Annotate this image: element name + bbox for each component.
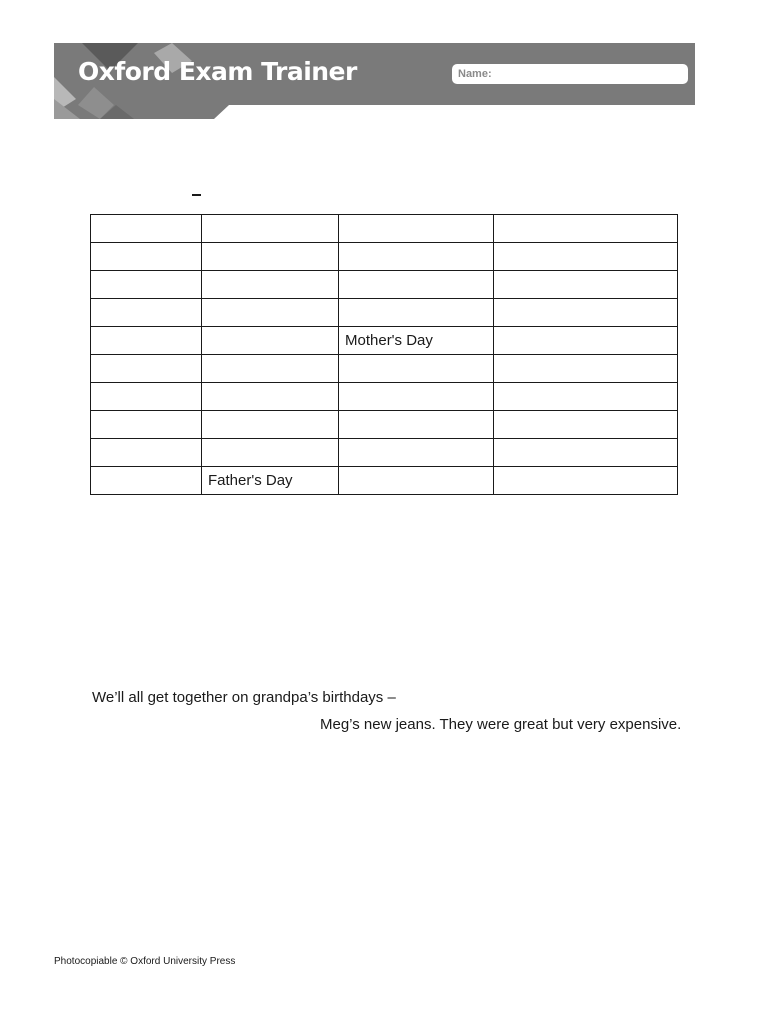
table-row — [91, 439, 678, 467]
brand-title: Oxford Exam Trainer — [78, 57, 357, 86]
table-row — [91, 243, 678, 271]
table-cell — [202, 215, 339, 243]
table-cell — [339, 383, 494, 411]
table-cell — [91, 411, 202, 439]
sentence-line-2: Meg’s new jeans. They were great but very expensive. — [320, 716, 682, 733]
table-cell — [339, 243, 494, 271]
table-cell — [339, 299, 494, 327]
table-cell — [91, 215, 202, 243]
table-cell — [494, 243, 678, 271]
dash-mark — [192, 194, 201, 196]
header-banner — [54, 43, 695, 119]
table-cell — [494, 215, 678, 243]
table-cell — [202, 271, 339, 299]
table-cell-text: Mother's Day — [345, 332, 433, 349]
table-cell — [91, 467, 202, 495]
table-cell — [202, 383, 339, 411]
table-cell — [494, 383, 678, 411]
table-row — [91, 215, 678, 243]
table-cell — [202, 467, 339, 495]
table-cell-text: Father's Day — [208, 472, 293, 489]
table-cell — [91, 271, 202, 299]
table-cell — [202, 411, 339, 439]
table-cell — [202, 243, 339, 271]
calendar-table-body — [91, 215, 678, 495]
table-cell — [494, 439, 678, 467]
table-cell — [339, 467, 494, 495]
table-cell — [91, 439, 202, 467]
calendar-table — [90, 214, 678, 495]
table-cell — [339, 271, 494, 299]
table-row — [91, 299, 678, 327]
table-cell — [494, 271, 678, 299]
table-cell — [339, 355, 494, 383]
table-cell — [202, 355, 339, 383]
table-cell — [91, 327, 202, 355]
table-cell — [202, 439, 339, 467]
table-cell — [202, 327, 339, 355]
table-cell — [339, 439, 494, 467]
footer-copyright: Photocopiable © Oxford University Press — [54, 956, 236, 967]
table-cell — [91, 383, 202, 411]
table-row — [91, 411, 678, 439]
table-cell — [339, 327, 494, 355]
name-label: Name: — [458, 68, 492, 80]
table-cell — [494, 355, 678, 383]
table-cell — [91, 299, 202, 327]
table-cell — [494, 299, 678, 327]
table-cell — [339, 411, 494, 439]
table-cell — [494, 411, 678, 439]
table-cell — [494, 467, 678, 495]
table-cell — [339, 215, 494, 243]
table-row — [91, 355, 678, 383]
sentence-line-1: We’ll all get together on grandpa’s birthdays – — [92, 689, 396, 706]
table-row — [91, 467, 678, 495]
table-cell — [91, 355, 202, 383]
table-row — [91, 383, 678, 411]
table-cell — [91, 243, 202, 271]
table-row — [91, 327, 678, 355]
table-cell — [202, 299, 339, 327]
name-field[interactable] — [452, 64, 688, 84]
table-cell — [494, 327, 678, 355]
table-row — [91, 271, 678, 299]
